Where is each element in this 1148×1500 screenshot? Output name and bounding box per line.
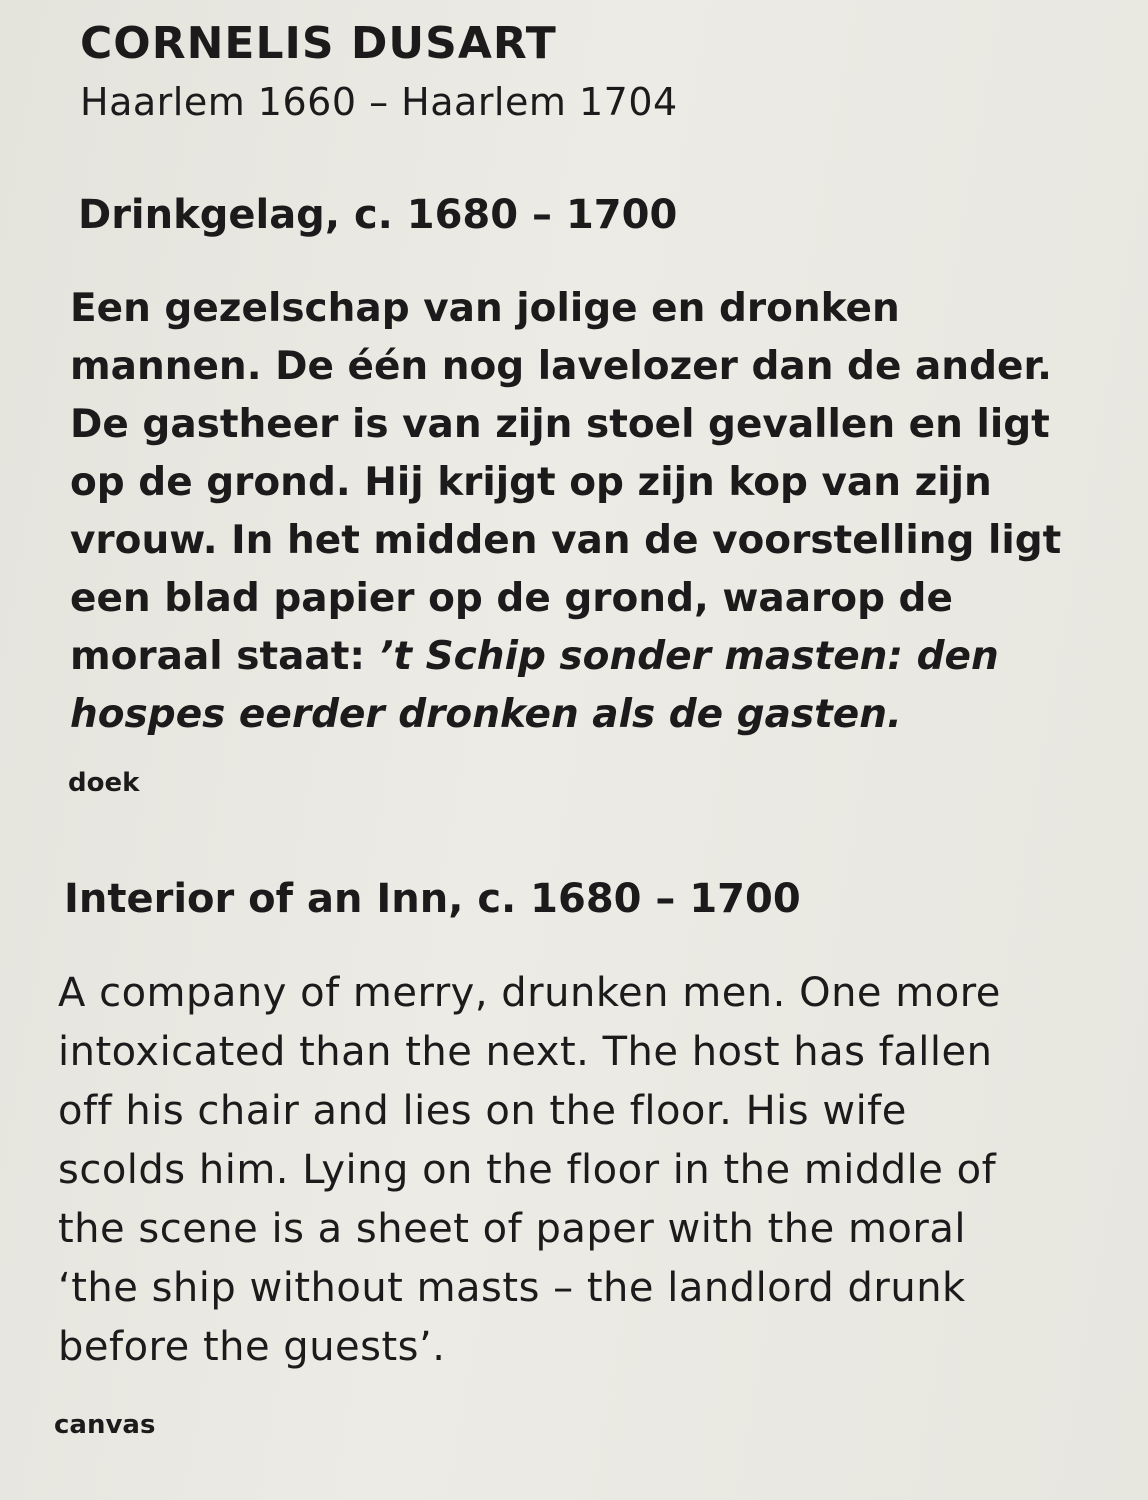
artist-name: CORNELIS DUSART [80,18,557,69]
english-title: Interior of an Inn, c. 1680 – 1700 [64,876,801,922]
dutch-line: vrouw. In het midden van de voorstelling ligt [70,518,1062,563]
english-line: A company of merry, drunken men. One more [58,970,1001,1016]
dutch-description [70,280,1070,744]
dutch-line-moral [70,628,1070,686]
dutch-moral-quote-end: hospes eerder dronken als de gasten. [70,692,902,737]
dutch-line: een blad papier op de grond, waarop de [70,576,953,621]
dutch-title: Drinkgelag, c. 1680 – 1700 [78,192,678,238]
english-line: intoxicated than the next. The host has fallen [58,1029,993,1075]
english-medium: canvas [54,1410,156,1440]
english-line: before the guests’. [58,1324,446,1370]
dutch-line: Een gezelschap van jolige en dronken [70,286,900,331]
english-line: the scene is a sheet of paper with the moral [58,1206,966,1252]
dutch-medium: doek [68,768,140,798]
dutch-line: mannen. De één nog lavelozer dan de ander. [70,344,1052,389]
english-line: off his chair and lies on the floor. His wife [58,1088,907,1134]
english-description [58,964,1098,1377]
dutch-line-moral-end [70,686,1070,744]
english-line: scolds him. Lying on the floor in the middle of [58,1147,997,1193]
dutch-line: op de grond. Hij krijgt op zijn kop van zijn [70,460,992,505]
dutch-moral-intro: moraal staat: [70,634,379,679]
artist-dates: Haarlem 1660 – Haarlem 1704 [80,80,678,124]
dutch-line: De gastheer is van zijn stoel gevallen en ligt [70,402,1050,447]
dutch-moral-quote: ’t Schip sonder masten: den [378,634,999,679]
english-line: ‘the ship without masts – the landlord drunk [58,1265,966,1311]
